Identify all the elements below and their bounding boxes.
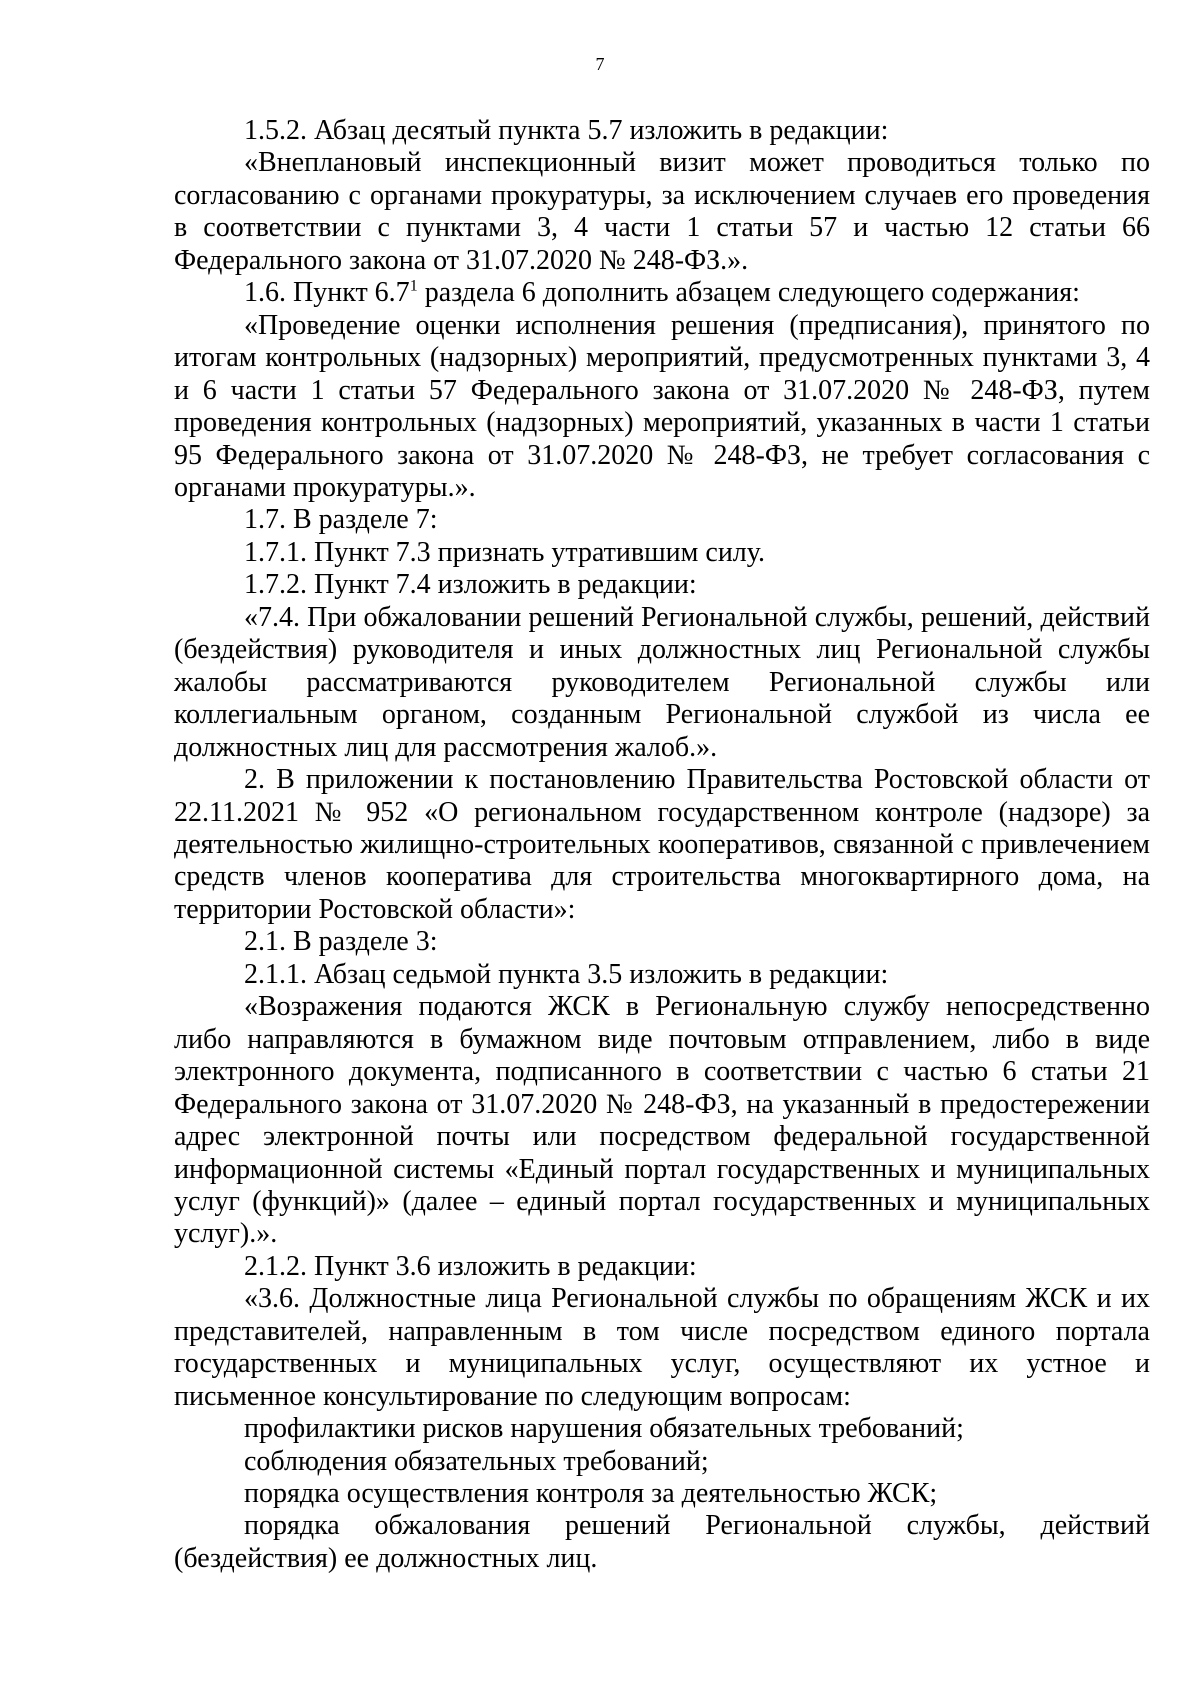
paragraph-1-5-2: 1.5.2. Абзац десятый пункта 5.7 изложить в редакции: bbox=[244, 115, 889, 146]
superscript: 1 bbox=[409, 277, 418, 295]
paragraph-quote-assessment: «Проведение оценки исполнения решения (предписания), принятого по итогам контрольных (надзорных) мероприятий, предусмотренных пунктами 3, 4 и 6 части 1 статьи 57 Федерального закона от 31.07.2020 № 248-ФЗ, путем проведения контрольных (надзорных) мероприятий, указанных в части 1 статьи 95 Федерального закона от 31.07.2020 № 248-ФЗ, не требует согласования с органами прокуратуры.». bbox=[174, 309, 1150, 503]
paragraph-quote-7-4: «7.4. При обжаловании решений Региональной службы, решений, действий (бездействия) руководителя и иных должностных лиц Региональной службы жалобы рассматриваются руководителем Региональной службы или коллегиальным органом, созданным Региональной службой из числа ее должностных лиц для рассмотрения жалоб.». bbox=[174, 601, 1150, 763]
paragraph-2-1: 2.1. В разделе 3: bbox=[244, 926, 438, 958]
paragraph-quote-inspection-visit: «Внеплановый инспекционный визит может проводиться только по согласованию с органами прокуратуры, за исключением случаев его проведения в соответствии с пунктами 3, 4 части 1 статьи 57 и частью 12 статьи 66 Федерального закона от 31.07.2020 № 248-ФЗ.». bbox=[174, 147, 1150, 276]
paragraph-1-6: 1.6. Пункт $6.7^1$ раздела 6 дополнить абзацем следующего содержания: bbox=[244, 277, 1080, 309]
paragraph-1-7-1: 1.7.1. Пункт 7.3 признать утратившим силу. bbox=[244, 536, 765, 568]
list-item-control-procedure: порядка осуществления контроля за деятельностью ЖСК; bbox=[244, 1478, 938, 1510]
paragraph-1-7-2: 1.7.2. Пункт 7.4 изложить в редакции: bbox=[244, 569, 697, 601]
paragraph-quote-3-6: «3.6. Должностные лица Региональной службы по обращениям ЖСК и их представителей, направленным в том числе посредством единого портала государственных и муниципальных услуг, осуществляют их устное и письменное консультирование по следующим вопросам: bbox=[174, 1283, 1150, 1412]
list-item-compliance: соблюдения обязательных требований; bbox=[244, 1445, 709, 1477]
paragraph-1-7: 1.7. В разделе 7: bbox=[244, 504, 438, 536]
paragraph-2-1-2: 2.1.2. Пункт 3.6 изложить в редакции: bbox=[244, 1250, 697, 1282]
paragraph-2-1-1: 2.1.1. Абзац седьмой пункта 3.5 изложить в редакции: bbox=[244, 958, 889, 990]
page-number: 7 bbox=[595, 54, 605, 74]
paragraph-quote-objections: «Возражения подаются ЖСК в Региональную службу непосредственно либо направляются в бумажном виде почтовым отправлением, либо в виде электронного документа, подписанного в соответствии с частью 6 статьи 21 Федерального закона от 31.07.2020 № 248-ФЗ, на указанный в предостережении адрес электронной почты или посредством федеральной государственной информационной системы «Единый портал государственных и муниципальных услуг (функций)» (далее – единый портал государственных и муниципальных услуг).». bbox=[174, 991, 1150, 1250]
list-item-risk-prevention: профилактики рисков нарушения обязательных требований; bbox=[244, 1413, 964, 1445]
paragraph-2: 2. В приложении к постановлению Правительства Ростовской области от 22.11.2021 № 952 «О региональном государственном контроле (надзоре) за деятельностью жилищно-строительных кооперативов, связанной с привлечением средств членов кооператива для строительства многоквартирного дома, на территории Ростовской области»: bbox=[174, 764, 1150, 925]
list-item-appeal-procedure: порядка обжалования решений Региональной службы, действий (бездействия) ее должностных лиц. bbox=[174, 1510, 1150, 1574]
document-body bbox=[174, 115, 1150, 1575]
